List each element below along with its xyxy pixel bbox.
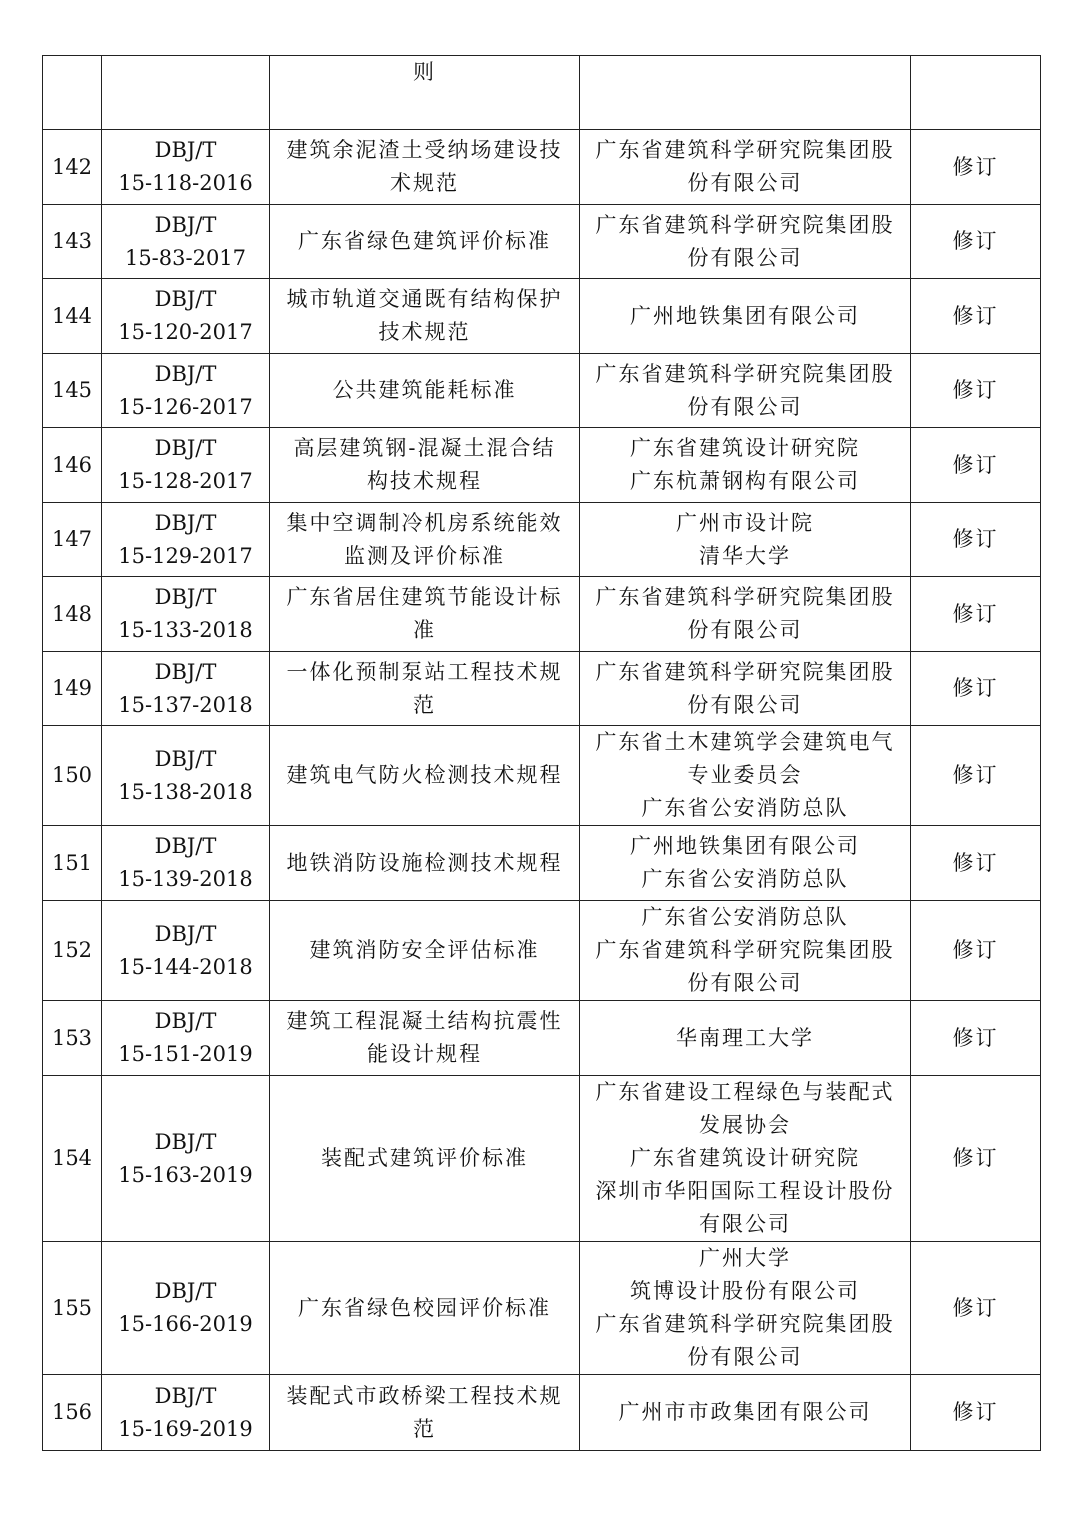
cell-name [270,279,580,354]
cell-type: 修订 [911,652,1041,726]
cell-type: 修订 [911,354,1041,428]
code-line: DBJ/T [154,361,217,386]
cell-number: 152 [43,901,102,1001]
cell-code [102,205,270,279]
cell-code [102,130,270,205]
org-line: 有限公司 [699,1212,791,1236]
cell-org [580,279,911,354]
org-line: 筑博设计股份有限公司 [630,1279,860,1303]
cell-name [270,428,580,503]
cell-name [270,503,580,577]
cell-type [911,56,1041,130]
code-line: DBJ/T [154,746,217,771]
code-line: 15-83-2017 [124,245,247,270]
table-row [43,1242,1041,1375]
cell-type: 修订 [911,1375,1041,1451]
org-line: 份有限公司 [687,394,803,419]
table-row [43,354,1041,428]
code-line: DBJ/T [154,659,217,684]
code-line: 15-166-2019 [118,1312,253,1336]
org-line: 广州地铁集团有限公司 [630,834,860,858]
org-line: 广东省建筑设计研究院 [630,436,860,460]
name-line: 集中空调制冷机房系统能效 [286,510,563,535]
table-row [43,826,1041,901]
org-line: 广东省建筑科学研究院集团股 [595,212,895,237]
table-row [43,1001,1041,1076]
name-line: 一体化预制泵站工程技术规 [286,659,563,684]
code-line: 15-144-2018 [118,954,253,979]
cell-name [270,1242,580,1375]
cell-number: 148 [43,577,102,652]
name-line: 范 [413,1416,436,1441]
name-line: 技术规范 [378,320,471,344]
org-line: 广东省建设工程绿色与装配式 [595,1080,895,1104]
cell-name [270,130,580,205]
cell-name [270,1375,580,1451]
code-line: 15-133-2018 [118,618,253,642]
cell-number: 145 [43,354,102,428]
cell-type: 修订 [911,826,1041,901]
standards-table [42,55,1041,1451]
code-line: 15-129-2017 [118,543,253,568]
cell-type: 修订 [911,1001,1041,1076]
name-line: 建筑电气防火检测技术规程 [286,763,563,787]
code-line: DBJ/T [154,1129,217,1154]
org-line: 广东省公安消防总队 [641,905,849,929]
cell-code [102,1242,270,1375]
cell-org [580,726,911,826]
table-row [43,279,1041,354]
cell-number: 155 [43,1242,102,1375]
name-line: 范 [413,692,436,717]
cell-org [580,428,911,503]
cell-code [102,279,270,354]
cell-code [102,726,270,826]
table-row [43,1076,1041,1242]
org-line: 广州大学 [699,1246,791,1270]
cell-org [580,130,911,205]
cell-name [270,652,580,726]
code-line: DBJ/T [154,1279,217,1303]
cell-type: 修订 [911,130,1041,205]
name-line: 公共建筑能耗标准 [332,378,517,402]
org-line: 份有限公司 [687,1345,803,1369]
cell-number: 153 [43,1001,102,1076]
org-line: 份有限公司 [687,245,803,270]
cell-code [102,1001,270,1076]
cell-org [580,826,911,901]
name-line: 术规范 [390,171,459,195]
code-line: 15-128-2017 [118,469,253,493]
name-line: 则 [413,60,436,84]
name-line: 广东省绿色建筑评价标准 [298,229,551,253]
org-line: 广东省公安消防总队 [641,867,849,891]
name-line: 建筑余泥渣土受纳场建设技 [286,138,563,162]
code-line: DBJ/T [154,1009,217,1033]
code-line: 15-169-2019 [118,1416,253,1441]
code-line: DBJ/T [154,1383,217,1408]
table-row [43,726,1041,826]
cell-org [580,652,911,726]
cell-org [580,205,911,279]
org-line: 广东省建筑科学研究院集团股 [595,938,895,962]
name-line: 建筑消防安全评估标准 [309,938,540,962]
table-row-continued [43,56,1041,130]
name-line: 准 [413,618,436,642]
cell-name [270,354,580,428]
cell-code [102,1375,270,1451]
cell-code [102,503,270,577]
cell-name [270,1001,580,1076]
org-line: 广东省建筑设计研究院 [630,1146,860,1170]
name-line: 装配式市政桥梁工程技术规 [286,1383,563,1408]
cell-type: 修订 [911,577,1041,652]
org-line: 深圳市华阳国际工程设计股份 [595,1179,895,1203]
cell-org [580,577,911,652]
cell-type: 修订 [911,901,1041,1001]
code-line: 15-163-2019 [118,1162,253,1187]
cell-name [270,56,580,130]
cell-name [270,205,580,279]
table-row [43,130,1041,205]
org-line: 专业委员会 [687,763,803,787]
org-line: 广东省公安消防总队 [641,796,849,820]
name-line: 广东省绿色校园评价标准 [298,1295,551,1320]
org-line: 广东省建筑科学研究院集团股 [595,659,895,684]
code-line: 15-151-2019 [118,1042,253,1066]
cell-number: 142 [43,130,102,205]
name-line: 广东省居住建筑节能设计标 [286,585,563,609]
cell-org [580,503,911,577]
org-line: 份有限公司 [687,692,803,717]
cell-number: 151 [43,826,102,901]
org-line: 广东省建筑科学研究院集团股 [595,1312,895,1336]
cell-name [270,726,580,826]
org-line: 份有限公司 [687,171,803,195]
table-row [43,901,1041,1001]
cell-type: 修订 [911,279,1041,354]
cell-number: 154 [43,1076,102,1242]
code-line: DBJ/T [154,436,217,460]
cell-org [580,901,911,1001]
cell-org [580,56,911,130]
code-line: DBJ/T [154,510,217,535]
org-line: 广州市设计院 [676,510,814,535]
cell-code [102,428,270,503]
table-row [43,652,1041,726]
org-line: 广东杭萧钢构有限公司 [630,469,860,493]
table-row [43,1375,1041,1451]
table-row [43,577,1041,652]
code-line: DBJ/T [154,585,217,609]
name-line: 构技术规程 [367,469,482,493]
org-line: 广东省建筑科学研究院集团股 [595,138,895,162]
org-line: 发展协会 [699,1113,791,1137]
name-line: 监测及评价标准 [344,543,505,568]
cell-type: 修订 [911,428,1041,503]
cell-type: 修订 [911,205,1041,279]
code-line: 15-139-2018 [118,867,253,891]
cell-number: 156 [43,1375,102,1451]
org-line: 华南理工大学 [676,1025,814,1050]
cell-number: 146 [43,428,102,503]
cell-number: 144 [43,279,102,354]
cell-number [43,56,102,130]
table-row [43,503,1041,577]
name-line: 建筑工程混凝土结构抗震性 [286,1009,563,1033]
code-line: DBJ/T [154,212,217,237]
table-row [43,205,1041,279]
cell-name [270,1076,580,1242]
cell-type: 修订 [911,1242,1041,1375]
org-line: 广东省建筑科学研究院集团股 [595,361,895,386]
code-line: 15-126-2017 [118,394,253,419]
cell-type: 修订 [911,1076,1041,1242]
cell-name [270,826,580,901]
cell-type: 修订 [911,503,1041,577]
cell-code [102,56,270,130]
cell-code [102,652,270,726]
cell-name [270,577,580,652]
cell-number: 150 [43,726,102,826]
table-row [43,428,1041,503]
org-line: 清华大学 [699,543,791,568]
cell-org [580,1375,911,1451]
code-line: 15-137-2018 [118,692,253,717]
name-line: 装配式建筑评价标准 [321,1146,528,1170]
cell-code [102,577,270,652]
org-line: 份有限公司 [687,971,803,995]
cell-type: 修订 [911,726,1041,826]
org-line: 广州市市政集团有限公司 [618,1400,872,1424]
cell-code [102,354,270,428]
code-line: 15-138-2018 [118,779,253,804]
code-line: DBJ/T [154,834,217,858]
cell-number: 149 [43,652,102,726]
cell-org [580,354,911,428]
standards-table-body [43,56,1041,1451]
code-line: DBJ/T [154,921,217,946]
org-line: 广东省土木建筑学会建筑电气 [595,730,895,754]
cell-code [102,826,270,901]
cell-org [580,1242,911,1375]
name-line: 高层建筑钢-混凝土混合结 [293,436,556,460]
cell-org [580,1076,911,1242]
cell-number: 143 [43,205,102,279]
org-line: 份有限公司 [687,618,803,642]
org-line: 广州地铁集团有限公司 [630,303,860,328]
cell-number: 147 [43,503,102,577]
org-line: 广东省建筑科学研究院集团股 [595,585,895,609]
cell-org [580,1001,911,1076]
code-line: 15-120-2017 [118,320,253,344]
code-line: DBJ/T [154,287,217,311]
name-line: 能设计规程 [367,1042,482,1066]
cell-code [102,901,270,1001]
code-line: DBJ/T [154,138,217,162]
cell-code [102,1076,270,1242]
name-line: 地铁消防设施检测技术规程 [286,850,563,875]
name-line: 城市轨道交通既有结构保护 [286,287,563,311]
cell-name [270,901,580,1001]
code-line: 15-118-2016 [118,171,253,195]
